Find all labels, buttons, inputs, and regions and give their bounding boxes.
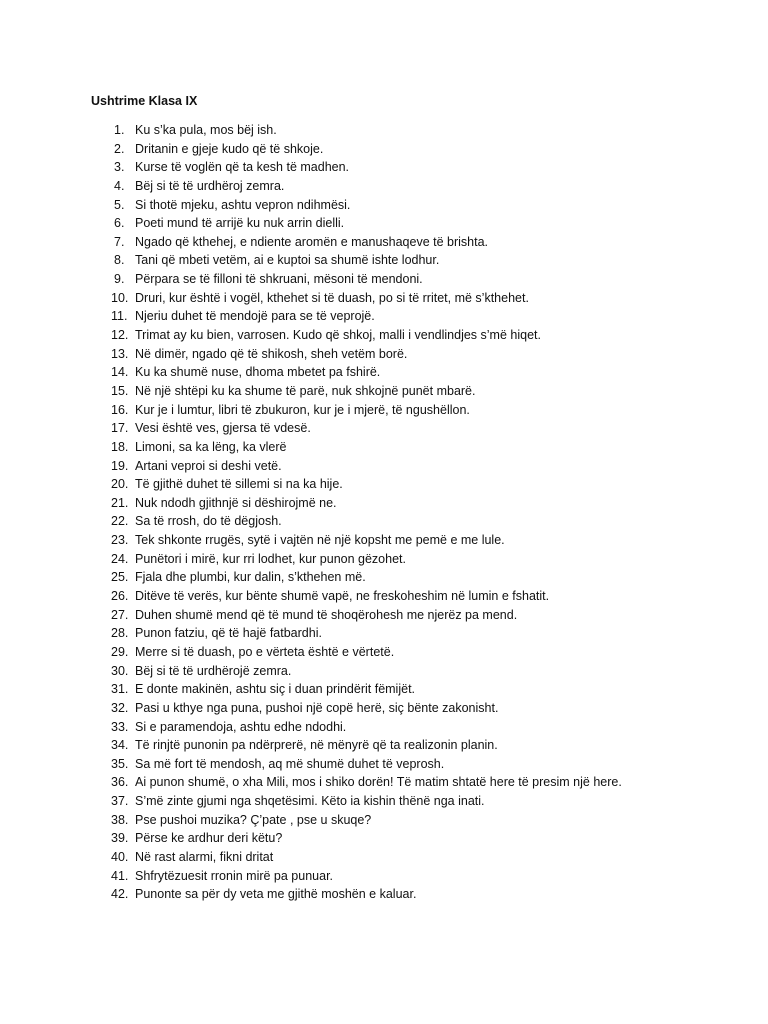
sentence-number: 40. [111,849,129,864]
sentence-number: 22. [111,514,129,529]
sentence-item [0,680,768,699]
sentence-text: Si e paramendoja, ashtu edhe ndodhi. [135,719,347,734]
sentence-text: Poeti mund të arrijë ku nuk arrin dielli. [135,216,345,231]
sentence-text: Njeriu duhet të mendojë para se të veprojë. [135,309,375,324]
sentence-text: Ngado që kthehej, e ndiente aromën e manushaqeve të brishta. [135,234,489,249]
sentence-number: 30. [111,663,129,678]
sentence-number: 6. [114,216,125,231]
sentence-text: Dritanin e gjeje kudo që të shkoje. [135,141,324,156]
document-title: Ushtrime Klasa IX [91,94,198,108]
sentence-text: Si thotë mjeku, ashtu vepron ndihmësi. [135,197,351,212]
sentence-number: 42. [111,887,129,902]
sentence-number: 14. [111,365,129,380]
sentence-text: Në rast alarmi, fikni dritat [135,849,274,864]
sentence-item [0,419,768,438]
sentence-text: Vesi është ves, gjersa të vdesë. [135,421,311,436]
sentence-text: Druri, kur është i vogël, kthehet si të duash, po si të rritet, më s’kthehet. [135,290,529,305]
sentence-item [0,643,768,662]
sentence-text: Tani që mbeti vetëm, ai e kuptoi sa shumë ishte lodhur. [135,253,440,268]
sentence-item [0,829,768,848]
sentence-item [0,401,768,420]
sentence-item [0,792,768,811]
sentence-text: Kur je i lumtur, libri të zbukuron, kur je i mjerë, të ngushëllon. [135,402,470,417]
sentence-number: 27. [111,607,129,622]
sentence-text: Sa më fort të mendosh, aq më shumë duhet të veprosh. [135,756,445,771]
sentence-number: 20. [111,477,129,492]
sentence-item [0,121,768,140]
sentence-item [0,811,768,830]
sentence-text: Ku s’ka pula, mos bëj ish. [135,123,277,137]
sentence-text: Tek shkonte rrugës, sytë i vajtën në një kopsht me pemë e me lule. [135,533,505,548]
sentence-text: Pse pushoi muzika? Ç’pate , pse u skuqe? [135,812,372,827]
sentence-item [0,531,768,550]
sentence-text: Në dimër, ngado që të shikosh, sheh vetëm borë. [135,346,408,361]
sentence-item [0,307,768,326]
sentence-text: Ai punon shumë, o xha Mili, mos i shiko dorën! Të matim shtatë here të presim një here. [135,775,622,790]
sentence-number: 17. [111,421,129,436]
sentence-item [0,457,768,476]
sentence-text: Në një shtëpi ku ka shume të parë, nuk shkojnë punët mbarë. [135,383,476,398]
sentence-number: 26. [111,589,129,604]
sentence-number: 15. [111,383,129,398]
sentence-item [0,550,768,569]
sentence-item [0,196,768,215]
sentence-item [0,438,768,457]
sentence-item [0,867,768,886]
sentence-text: Shfrytëzuesit rronin mirë pa punuar. [135,868,334,883]
sentence-number: 12. [111,328,129,343]
sentence-text: Ku ka shumë nuse, dhoma mbetet pa fshirë. [135,365,381,380]
sentence-number: 38. [111,812,129,827]
sentence-number: 37. [111,794,129,809]
sentence-list [0,121,768,904]
sentence-text: Punon fatziu, që të hajë fatbardhi. [135,626,322,641]
sentence-number: 9. [114,272,125,287]
sentence-item [0,885,768,904]
sentence-number: 23. [111,533,129,548]
sentence-item [0,251,768,270]
sentence-number: 18. [111,439,129,454]
sentence-text: Të rinjtë punonin pa ndërprerë, në mënyrë që ta realizonin planin. [135,738,498,753]
sentence-item [0,345,768,364]
sentence-number: 13. [111,346,129,361]
sentence-number: 7. [114,234,125,249]
sentence-text: Të gjithë duhet të sillemi si na ka hije. [135,477,343,492]
sentence-number: 31. [111,682,129,697]
sentence-number: 19. [111,458,129,473]
sentence-item [0,494,768,513]
sentence-item [0,475,768,494]
sentence-item [0,736,768,755]
sentence-item [0,624,768,643]
sentence-text: Fjala dhe plumbi, kur dalin, s’kthehen më. [135,570,366,585]
sentence-number: 24. [111,551,129,566]
sentence-number: 1. [114,123,125,137]
sentence-item [0,699,768,718]
sentence-number: 8. [114,253,125,268]
sentence-item [0,140,768,159]
sentence-item [0,568,768,587]
sentence-number: 28. [111,626,129,641]
sentence-text: Përpara se të filloni të shkruani, mësoni të mendoni. [135,272,423,287]
sentence-item [0,363,768,382]
sentence-item [0,773,768,792]
sentence-number: 4. [114,178,125,193]
sentence-item [0,177,768,196]
sentence-item [0,158,768,177]
sentence-text: Kurse të voglën që ta kesh të madhen. [135,160,350,175]
sentence-item [0,755,768,774]
sentence-number: 36. [111,775,129,790]
sentence-item [0,662,768,681]
sentence-text: Artani veproi si deshi vetë. [135,458,282,473]
sentence-text: Bëj si të të urdhërojë zemra. [135,663,292,678]
sentence-item [0,326,768,345]
sentence-text: Nuk ndodh gjithnjë si dëshirojmë ne. [135,495,337,510]
sentence-text: E donte makinën, ashtu siç i duan prindërit fëmijët. [135,682,416,697]
sentence-text: Limoni, sa ka lëng, ka vlerë [135,439,287,454]
sentence-item [0,233,768,252]
sentence-number: 32. [111,700,129,715]
sentence-number: 5. [114,197,125,212]
sentence-number: 3. [114,160,125,175]
sentence-item [0,289,768,308]
sentence-text: Duhen shumë mend që të mund të shoqërohesh me njerëz pa mend. [135,607,518,622]
sentence-text: Sa të rrosh, do të dëgjosh. [135,514,282,529]
sentence-text: Trimat ay ku bien, varrosen. Kudo që shkoj, malli i vendlindjes s’më hiqet. [135,328,541,343]
sentence-text: Punëtori i mirë, kur rri lodhet, kur punon gëzohet. [135,551,406,566]
sentence-item [0,718,768,737]
sentence-item [0,587,768,606]
sentence-text: S’më zinte gjumi nga shqetësimi. Këto ia kishin thënë nga inati. [135,794,485,809]
sentence-item [0,606,768,625]
sentence-text: Përse ke ardhur deri këtu? [135,831,283,846]
sentence-number: 35. [111,756,129,771]
sentence-item [0,848,768,867]
sentence-item [0,214,768,233]
sentence-text: Merre si të duash, po e vërteta është e vërtetë. [135,644,395,659]
sentence-item [0,270,768,289]
sentence-number: 33. [111,719,129,734]
sentence-number: 41. [111,868,129,883]
sentence-text: Bëj si të të urdhëroj zemra. [135,178,285,193]
sentence-number: 34. [111,738,129,753]
sentence-number: 29. [111,644,129,659]
sentence-number: 10. [111,290,129,305]
sentence-item [0,512,768,531]
sentence-number: 2. [114,141,125,156]
sentence-number: 25. [111,570,129,585]
sentence-item [0,382,768,401]
sentence-number: 21. [111,495,129,510]
sentence-number: 39. [111,831,129,846]
sentence-text: Pasi u kthye nga puna, pushoi një copë herë, siç bënte zakonisht. [135,700,499,715]
sentence-text: Ditëve të verës, kur bënte shumë vapë, ne freskoheshim në lumin e fshatit. [135,589,550,604]
sentence-number: 11. [111,309,128,324]
sentence-number: 16. [111,402,129,417]
sentence-text: Punonte sa për dy veta me gjithë moshën e kaluar. [135,887,417,902]
